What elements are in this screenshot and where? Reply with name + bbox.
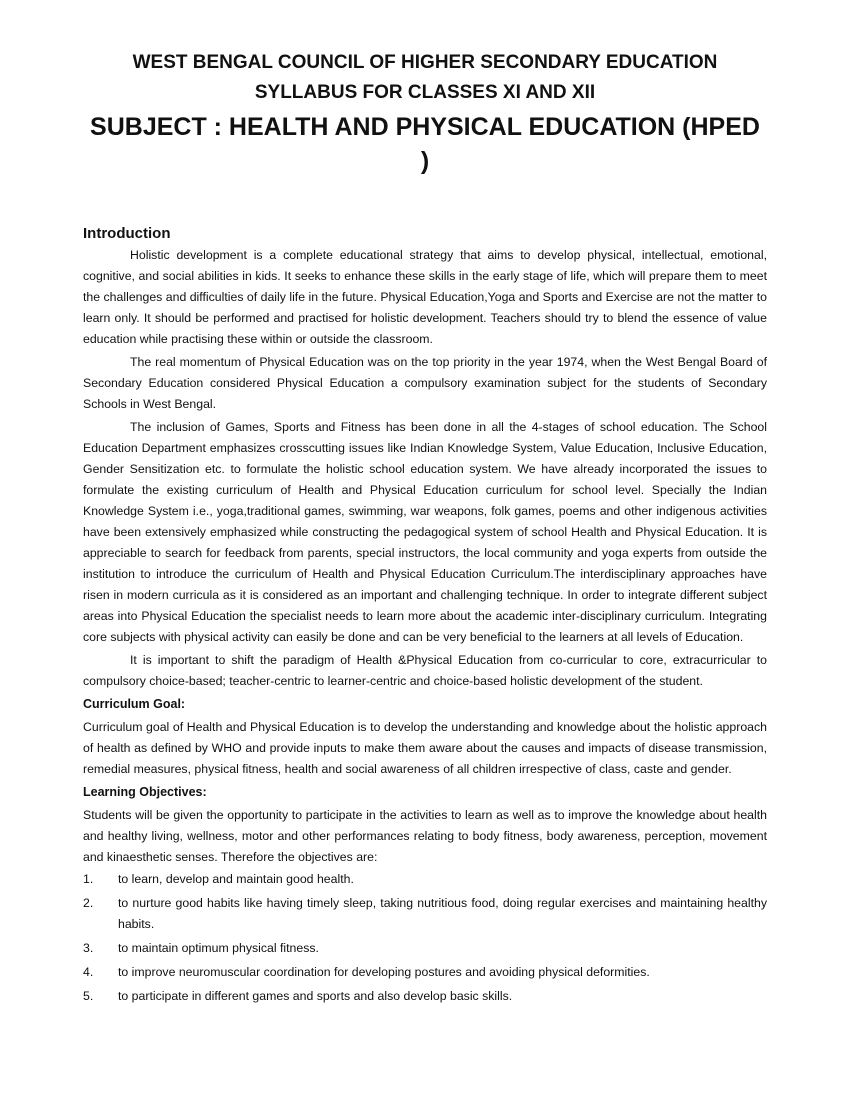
objectives-list [83,869,767,1007]
subject-title: SUBJECT : HEALTH AND PHYSICAL EDUCATION (HPED ) [90,113,760,175]
intro-paragraph: The real momentum of Physical Education was on the top priority in the year 1974, when the West Bengal Board of Secondary Education considered Physical Education a compulsory examination subject for the students of Secondary Schools in West Bengal. [83,355,767,411]
list-item-number: 1. [83,872,94,886]
list-item [83,869,767,890]
intro-paragraph: The inclusion of Games, Sports and Fitness has been done in all the 4-stages of school education. The School Education Department emphasizes crosscutting issues like Indian Knowledge System, Value Education, Inclusive Education, Gender Sensitization etc. to formulate the holistic school education system. We have already incorporated the issues to formulate the existing curriculum of Health and Physical Education curriculum for school level. Specially the Indian Knowledge System i.e., yoga,traditional games, swimming, war weapons, folk games, poems and other indigenous activities have been extensively emphasized while constructing the pedagogical system of school Health and Physical Education. It is appreciable to search for feedback from parents, special instructors, the local community and yoga experts from outside the institution to introduce the curriculum of Health and Physical Education Curriculum.The interdisciplinary approaches have risen in modern curricula as it is considered as an important and challenging technique. In order to integrate different subject areas into Physical Education the specialist needs to learn more about the academic inter-disciplinary curriculum. Integrating core subjects with physical activity can easily be done and can be very beneficial to the learners at all levels of Education. [83,420,767,644]
council-title: WEST BENGAL COUNCIL OF HIGHER SECONDARY EDUCATION [132,52,718,73]
list-item-number: 2. [83,896,94,910]
list-item-number: 4. [83,965,94,979]
learning-objectives-heading: Learning Objectives: [83,785,207,799]
syllabus-title: SYLLABUS FOR CLASSES XI AND XII [254,82,596,103]
intro-paragraph: It is important to shift the paradigm of Health &Physical Education from co-curricular to core, extracurricular to compulsory choice-based; teacher-centric to learner-centric and choice-based holistic development of the student. [83,653,767,688]
list-item [83,986,767,1007]
list-item-text: to improve neuromuscular coordination for developing postures and avoiding physical deformities. [118,965,650,979]
intro-paragraph: Holistic development is a complete educational strategy that aims to develop physical, intellectual, emotional, cognitive, and social abilities in kids. It seeks to enhance these skills in the early stage of life, which will prepare them to meet the challenges and difficulties of daily life in the future. Physical Education,Yoga and Sports and Exercise are not the matter to learn only. It should be performed and practised for holistic development. Teachers should try to blend the essence of value education while practising these within or outside the classroom. [83,248,767,346]
list-item-text: to nurture good habits like having timely sleep, taking nutritious food, doing regular exercises and maintaining healthy habits. [118,896,767,931]
curriculum-goal-heading: Curriculum Goal: [83,697,186,711]
list-item [83,962,767,983]
curriculum-goal-text: Curriculum goal of Health and Physical Education is to develop the understanding and knowledge about the holistic approach of health as defined by WHO and provide inputs to make them aware about the causes and impacts of disease transmission, remedial measures, physical fitness, health and social awareness of all children irrespective of class, caste and gender. [83,720,767,776]
list-item-text: to learn, develop and maintain good health. [118,872,354,886]
list-item-number: 3. [83,941,94,955]
list-item-number: 5. [83,989,94,1003]
list-item [83,938,767,959]
list-item-text: to participate in different games and sports and also develop basic skills. [118,989,513,1003]
document-page [83,48,767,1010]
learning-objectives-text: Students will be given the opportunity to participate in the activities to learn as well as to improve the knowledge about health and healthy living, wellness, motor and other performances relating to body fitness, body awareness, perception, movement and kinaesthetic senses. Therefore the objectives are: [83,808,767,864]
list-item [83,893,767,935]
list-item-text: to maintain optimum physical fitness. [118,941,319,955]
introduction-heading: Introduction [83,225,171,242]
